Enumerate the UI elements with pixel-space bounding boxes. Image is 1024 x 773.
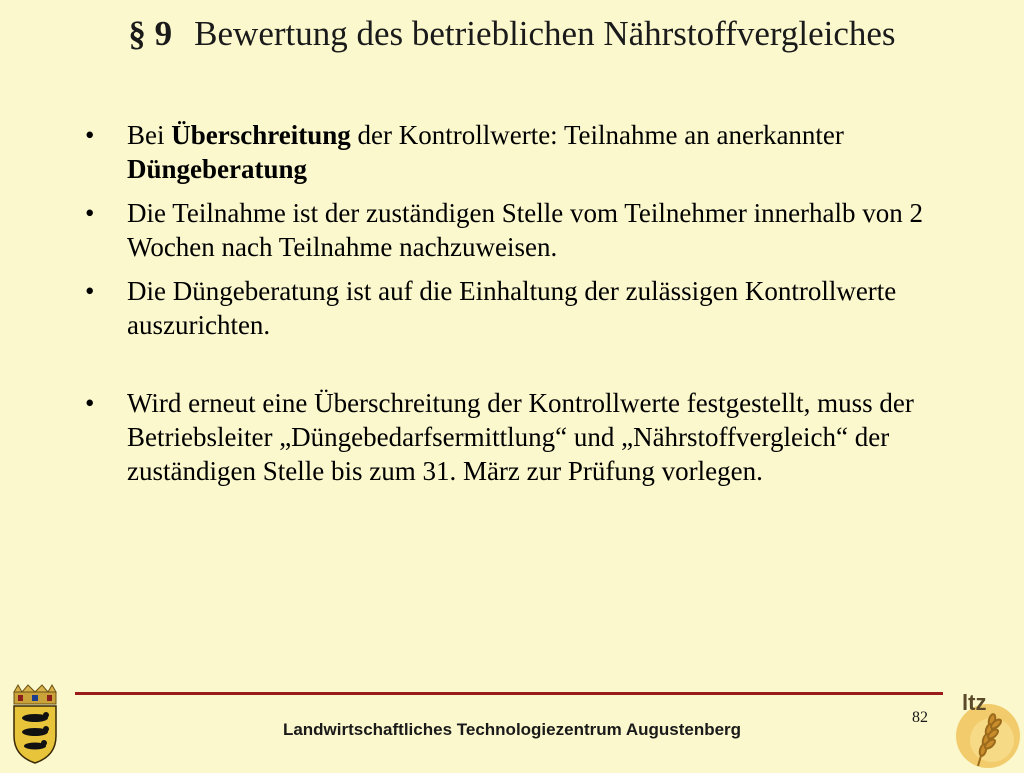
- bullet-marker: •: [85, 120, 95, 150]
- page-number: 82: [912, 709, 928, 726]
- title-text: Bewertung des betrieblichen Nährstoffvergleiches: [194, 14, 896, 53]
- bullet-marker: •: [85, 388, 95, 418]
- bullet-item: [85, 386, 985, 488]
- bullet-text: Die Teilnahme ist der zuständigen Stelle vom Teilnehmer innerhalb von 2 Wochen nach Teilnahme nachzuweisen.: [127, 198, 924, 262]
- bullet-item: [85, 196, 985, 264]
- bullet-item: [85, 274, 985, 342]
- section-number: § 9: [128, 14, 173, 53]
- bullet-text: Die Düngeberatung ist auf die Einhaltung der zulässigen Kontrollwerte auszurichten.: [127, 276, 897, 340]
- ltz-logo-icon: [948, 684, 1024, 768]
- bullet-marker: •: [85, 276, 95, 306]
- footer-institution: Landwirtschaftliches Technologiezentrum Augustenberg: [282, 720, 742, 739]
- bullet-item: [85, 118, 985, 186]
- slide-title: [0, 14, 1024, 54]
- bullet-bold-term: Düngeberatung: [127, 154, 308, 184]
- ltz-logo-text: ltz: [962, 690, 987, 715]
- bullet-bold-term: Überschreitung: [171, 120, 351, 150]
- bullet-marker: •: [85, 198, 95, 228]
- bullet-list: [85, 118, 985, 488]
- bullet-text-part: der Kontrollwerte: Teilnahme an anerkannter: [350, 120, 844, 150]
- bullet-text: Wird erneut eine Überschreitung der Kontrollwerte festgestellt, muss der Betriebsleiter „Düngebedarfsermittlung“ und „Nährstoffvergleich“ der zuständigen Stelle bis zum 31. März zur Prüfung vorlegen.: [127, 388, 914, 486]
- footer-divider: [75, 692, 943, 695]
- bullet-text-part: Bei: [127, 120, 172, 150]
